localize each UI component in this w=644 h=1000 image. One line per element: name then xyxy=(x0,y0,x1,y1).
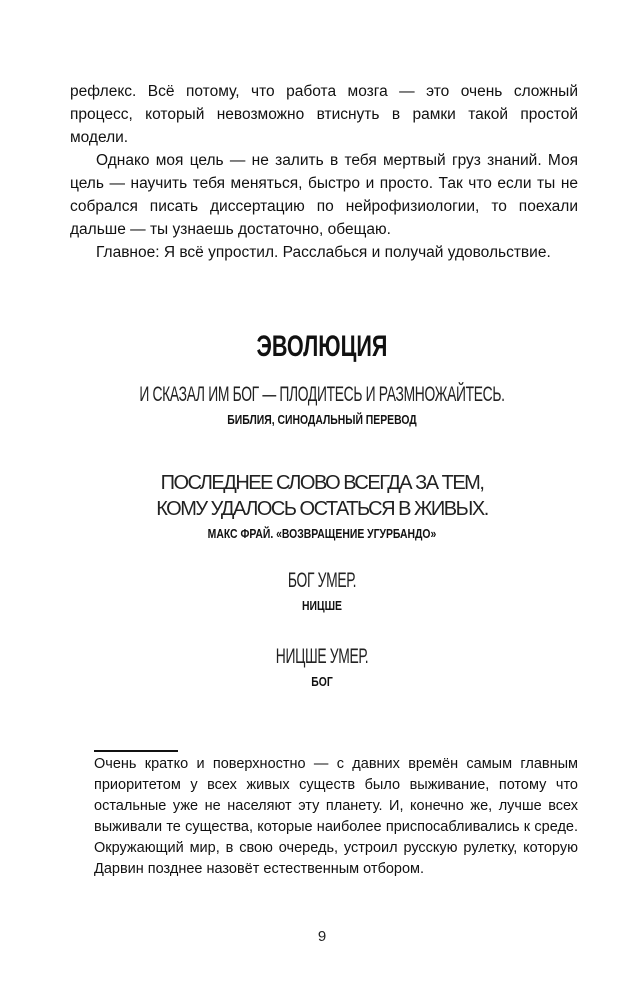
paragraph-1: рефлекс. Всё потому, что работа мозга — это очень сложный процесс, который невозможно втиснуть в рамки такой простой модели. xyxy=(70,83,578,146)
epigraph-source: БОГ xyxy=(311,674,333,689)
epigraph-4 xyxy=(0,644,644,689)
epigraph-3 xyxy=(0,568,644,613)
page-number: 9 xyxy=(317,928,327,945)
epigraph-source: БИБЛИЯ, СИНОДАЛЬНЫЙ ПЕРЕВОД xyxy=(227,412,417,427)
epigraph-2 xyxy=(150,470,494,541)
paragraph-3: Главное: Я всё упростил. Расслабься и получай удовольствие. xyxy=(96,244,551,261)
epigraph-quote: И СКАЗАЛ ИМ БОГ — ПЛОДИТЕСЬ И РАЗМНОЖАЙТЕСЬ. xyxy=(139,383,505,406)
epigraph-1 xyxy=(0,382,644,427)
epigraph-quote: БОГ УМЕР. xyxy=(287,569,357,592)
paragraph-2: Однако моя цель — не залить в тебя мертвый груз знаний. Моя цель — научить тебя меняться, быстро и просто. Так что если ты не собрался писать диссертацию по нейрофизиологии, то поехали дальше — ты узнаешь достаточно, обещаю. xyxy=(70,152,578,238)
chapter-title: ЭВОЛЮЦИЯ xyxy=(256,330,388,363)
footnote-rule xyxy=(94,750,178,752)
epigraph-quote: ПОСЛЕДНЕЕ СЛОВО ВСЕГДА ЗА ТЕМ, КОМУ УДАЛОСЬ ОСТАТЬСЯ В ЖИВЫХ. xyxy=(156,472,488,520)
epigraph-quote: НИЦШЕ УМЕР. xyxy=(275,645,369,668)
epigraph-source: МАКС ФРАЙ. «ВОЗВРАЩЕНИЕ УГУРБАНДО» xyxy=(207,526,437,541)
chapter-header xyxy=(0,330,644,364)
footnote-text: Очень кратко и поверхностно — с давних времён самым главным приоритетом у всех живых существ было выживание, потому что остальные уже не населяют эту планету. И, конечно же, лучше всех выживали те существа, которые наиболее приспосабливались к среде. Окружающий мир, в свою очередь, устроил русскую рулетку, которую Дарвин позднее назовёт естественным отбором. xyxy=(94,756,578,877)
epigraph-source: НИЦШЕ xyxy=(302,598,342,613)
body-text xyxy=(70,80,578,264)
